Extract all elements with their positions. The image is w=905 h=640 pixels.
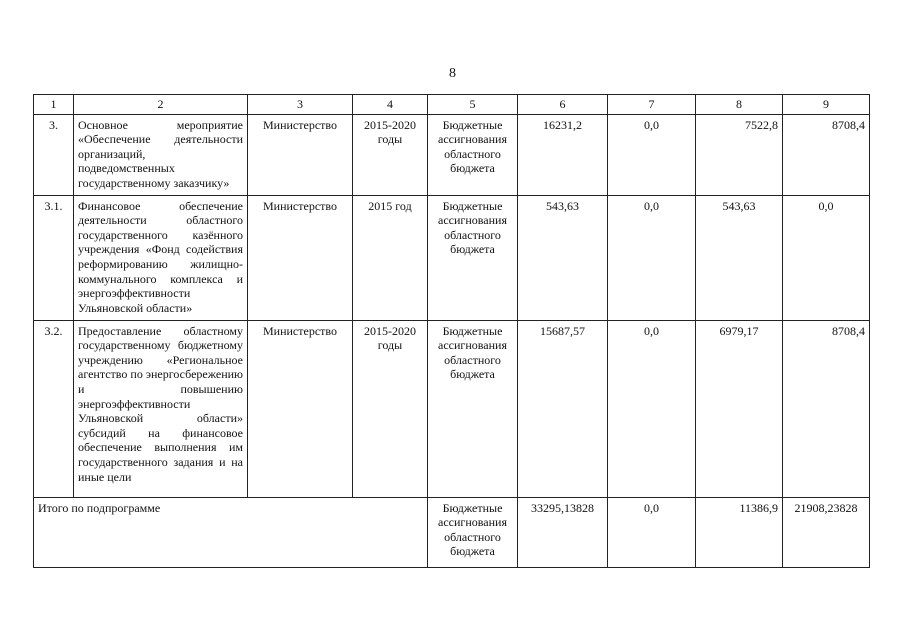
amount-col8: 11386,9 <box>696 497 783 567</box>
funding-source: Бюджетные ассигнования областного бюджета <box>428 497 518 567</box>
amount-col7: 0,0 <box>608 320 696 497</box>
total-amount: 16231,2 <box>518 114 608 195</box>
event-name: Основное мероприятие «Обеспечение деятельности организаций, подведомственных государственному заказчику» <box>74 114 248 195</box>
amount-col7: 0,0 <box>608 114 696 195</box>
executor: Министерство <box>248 320 353 497</box>
amount-col9: 21908,23828 <box>783 497 870 567</box>
period: 2015 год <box>353 195 428 320</box>
period: 2015-2020 годы <box>353 114 428 195</box>
table-row <box>34 195 870 320</box>
budget-table <box>33 94 870 568</box>
amount-col8: 543,63 <box>696 195 783 320</box>
column-number: 8 <box>696 95 783 115</box>
row-number: 3.1. <box>34 195 74 320</box>
summary-label: Итого по подпрограмме <box>34 497 428 567</box>
column-number: 9 <box>783 95 870 115</box>
funding-source: Бюджетные ассигнования областного бюджета <box>428 195 518 320</box>
table-row <box>34 320 870 497</box>
amount-col9: 0,0 <box>783 195 870 320</box>
row-number: 3.2. <box>34 320 74 497</box>
amount-col9: 8708,4 <box>783 320 870 497</box>
executor: Министерство <box>248 195 353 320</box>
total-amount: 33295,13828 <box>518 497 608 567</box>
amount-col9: 8708,4 <box>783 114 870 195</box>
column-number-row <box>34 95 870 115</box>
page-number: 8 <box>449 66 456 81</box>
column-number: 5 <box>428 95 518 115</box>
executor: Министерство <box>248 114 353 195</box>
column-number: 6 <box>518 95 608 115</box>
row-number: 3. <box>34 114 74 195</box>
amount-col8: 6979,17 <box>696 320 783 497</box>
amount-col8: 7522,8 <box>696 114 783 195</box>
amount-col7: 0,0 <box>608 497 696 567</box>
column-number: 7 <box>608 95 696 115</box>
column-number: 3 <box>248 95 353 115</box>
period: 2015-2020 годы <box>353 320 428 497</box>
event-name: Финансовое обеспечение деятельности областного государственного казённого учреждения «Фонд содействия реформированию жилищно-коммунального комплекса и энергоэффективности Ульяновской области» <box>74 195 248 320</box>
total-amount: 15687,57 <box>518 320 608 497</box>
event-name: Предоставление областному государственному бюджетному учреждению «Региональное агентство по энергосбережению и повышению энергоэффективности Ульяновской области» субсидий на финансовое обеспечение выполнения им государственного задания и на иные цели <box>74 320 248 497</box>
column-number: 1 <box>34 95 74 115</box>
table-row <box>34 114 870 195</box>
summary-row <box>34 497 870 567</box>
column-number: 2 <box>74 95 248 115</box>
funding-source: Бюджетные ассигнования областного бюджета <box>428 114 518 195</box>
amount-col7: 0,0 <box>608 195 696 320</box>
total-amount: 543,63 <box>518 195 608 320</box>
funding-source: Бюджетные ассигнования областного бюджета <box>428 320 518 497</box>
column-number: 4 <box>353 95 428 115</box>
